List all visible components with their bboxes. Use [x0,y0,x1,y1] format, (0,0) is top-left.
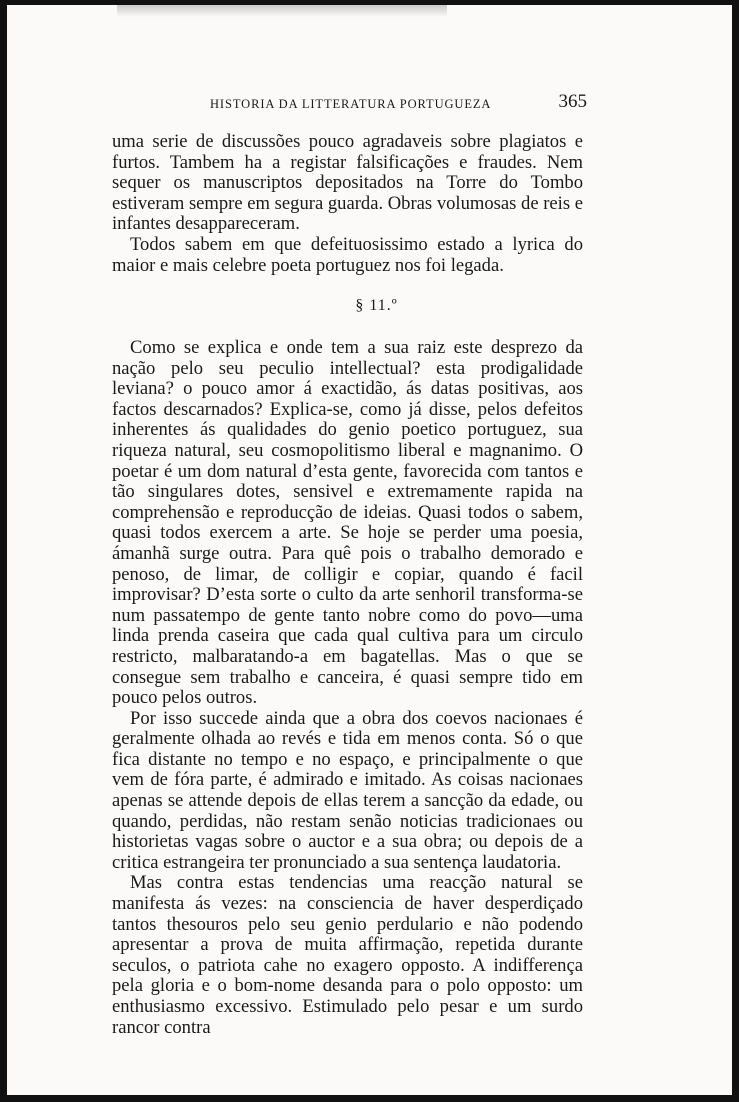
paragraph: Mas contra estas tendencias uma reacção natural se manifesta ás vezes: na consciencia de haver desperdiçado tantos thesouros pelo seu genio perdulario e não podendo apresentar a prova de muita affirmação, repetida durante seculos, o patriota cahe no exagero opposto. A indifferença pela gloria e o bom-nome desanda para o polo opposto: um enthusiasmo excessivo. Estimulado pelo pesar e um surdo rancor contra [112,872,583,1038]
text-block-body [112,338,583,1038]
page-number: 365 [558,91,587,112]
text-block-top [112,132,583,276]
paragraph: uma serie de discussões pouco agradaveis sobre plagiatos e furtos. Tambem ha a registar falsificações e fraudes. Nem sequer os manuscriptos depositados na Torre do Tombo estiveram sempre em segura guarda. Obras volumosas de reis e infantes desappareceram. [112,131,583,235]
page-header [112,91,587,119]
section-heading: § 11.º [355,297,398,314]
paragraph: Todos sabem em que defeituosissimo estado a lyrica do maior e mais celebre poeta portuguez nos foi legada. [112,233,583,276]
running-title: HISTORIA DA LITTERATURA PORTUGUEZA [210,97,492,111]
paragraph: Por isso succede ainda que a obra dos coevos nacionaes é geralmente olhada ao revés e tida em menos conta. Só o que fica distante no tempo e no espaço, e principalmente o que vem de fóra parte, é admirado e imitado. As coisas nacionaes apenas se attende depois de ellas terem a sancção da edade, ou quando, perdidas, não restam senão noticias tradicionaes ou historietas vagas sobre o auctor e a sua obra; ou depois de a critica estrangeira ter pronunciado a sua sentença laudatoria. [112,707,583,873]
paragraph: Como se explica e onde tem a sua raiz este desprezo da nação pelo seu peculio intellectual? esta prodigalidade leviana? o pouco amor á exactidão, ás datas positivas, aos factos descarnados? Explica-se, como já disse, pelos defeitos inherentes ás qualidades do genio poetico portuguez, sua riqueza natural, seu cosmopolitismo liberal e magnanimo. O poetar é um dom natural d’esta gente, favorecida com tantos e tão singulares dotes, sensivel e extremamente rapida na comprehensão e reproducção de ideias. Quasi todos o sabem, quasi todos exercem a arte. Se hoje se perder uma poesia, ámanhã surge outra. Para quê pois o trabalho demorado e penoso, de limar, de colligir e copiar, quando é facil improvisar? D’esta sorte o culto da arte senhoril transforma-se num passatempo de gente tanto nobre como do povo—uma linda prenda caseira que cada qual cultiva para um circulo restricto, malbaratando-a em bagatellas. Mas o que se consegue sem trabalho e canceira, é quasi sempre tido em pouco pelos outros. [112,337,583,709]
